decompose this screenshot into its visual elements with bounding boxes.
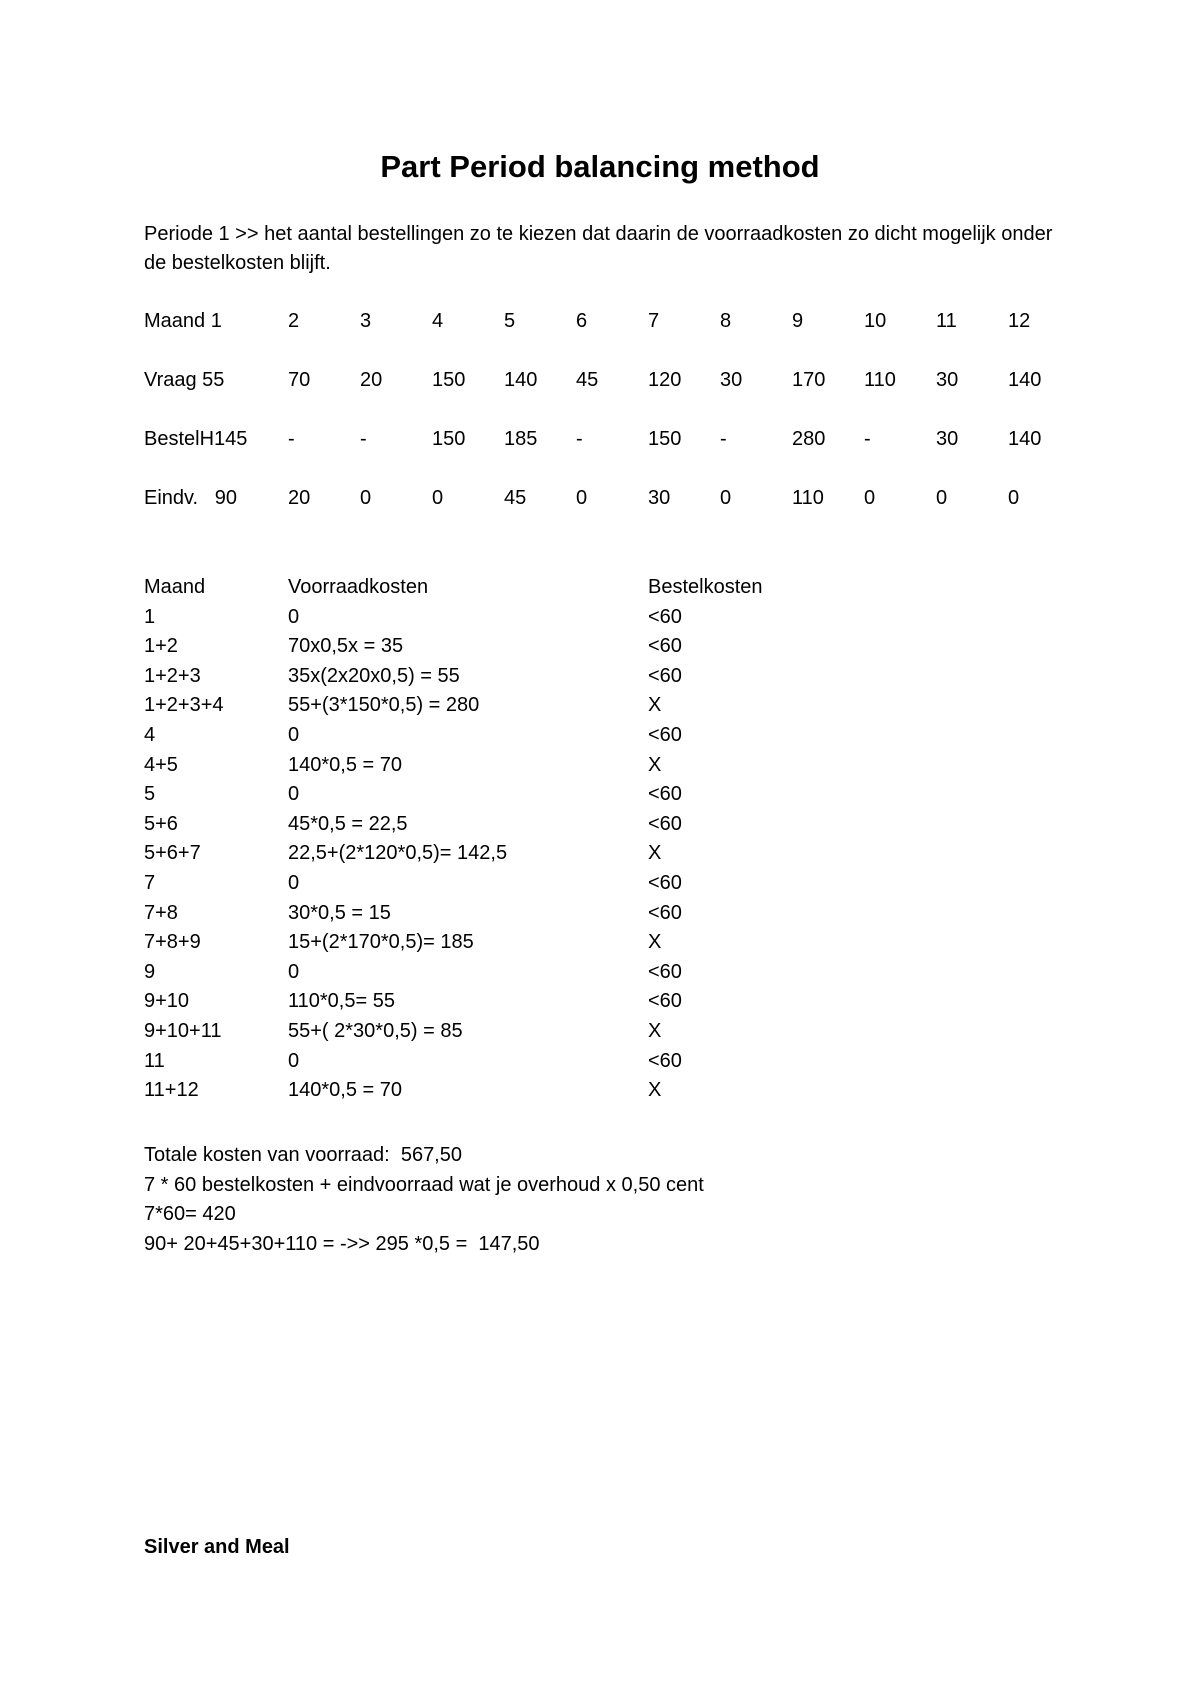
table-row (0, 810, 1200, 840)
table-cell: 11+12 (144, 1079, 199, 1102)
grid-cell: 30 (648, 487, 671, 509)
table-cell: <60 (648, 783, 682, 806)
grid-cell: 20 (288, 487, 311, 509)
grid-cell: 20 (360, 369, 383, 391)
table-cell: 110*0,5= 55 (288, 990, 395, 1013)
table-cell: 1+2+3+4 (144, 694, 224, 717)
table-row (0, 1017, 1200, 1047)
grid-cell: - (288, 428, 295, 450)
grid-cell: 9 (792, 310, 804, 332)
grid-cell: 30 (936, 428, 959, 450)
table-cell: X (648, 842, 662, 865)
table-cell: 5 (144, 783, 156, 806)
table-row (0, 958, 1200, 988)
table-cell: 55+(3*150*0,5) = 280 (288, 694, 480, 717)
table-cell: X (648, 1019, 662, 1042)
grid-cell: Vraag 55 (144, 369, 225, 391)
table-row (0, 632, 1200, 662)
cost-table-header (0, 573, 1200, 603)
grid-cell: 170 (792, 369, 826, 391)
table-cell: 1+2+3 (144, 664, 201, 687)
table-row (0, 869, 1200, 899)
grid-cell: 70 (288, 369, 311, 391)
grid-cell: 150 (432, 428, 466, 450)
grid-cell: 3 (360, 310, 372, 332)
grid-cell: 5 (504, 310, 516, 332)
table-cell: 1 (144, 605, 156, 628)
table-cell: X (648, 753, 662, 776)
grid-cell: 30 (936, 369, 959, 391)
grid-cell: 10 (864, 310, 887, 332)
table-row (0, 691, 1200, 721)
intro-paragraph: Periode 1 >> het aantal bestellingen zo te kiezen dat daarin de voorraadkosten zo dicht mogelijk onder de bestelkosten blijft. (144, 223, 1053, 274)
table-cell: 7 (144, 871, 156, 894)
table-cell: 0 (288, 723, 300, 746)
table-cell: 70x0,5x = 35 (288, 635, 404, 658)
grid-cell: 30 (720, 369, 743, 391)
grid-cell: Eindv. 90 (144, 487, 238, 509)
grid-cell: 4 (432, 310, 444, 332)
table-cell: 35x(2x20x0,5) = 55 (288, 664, 460, 687)
grid-cell: 185 (504, 428, 538, 450)
table-cell: <60 (648, 960, 682, 983)
table-cell: X (648, 1079, 662, 1102)
totals-block (144, 1141, 704, 1259)
table-cell: <60 (648, 635, 682, 658)
table-cell: 4 (144, 723, 156, 746)
table-cell: <60 (648, 664, 682, 687)
table-cell: 0 (288, 871, 300, 894)
grid-cell: 150 (648, 428, 682, 450)
table-cell: 9+10 (144, 990, 190, 1013)
grid-cell: 2 (288, 310, 300, 332)
table-cell: 45*0,5 = 22,5 (288, 812, 408, 835)
grid-cell: 12 (1008, 310, 1031, 332)
table-row (0, 928, 1200, 958)
grid-cell: 140 (1008, 428, 1042, 450)
grid-row-maand (0, 306, 1200, 336)
table-row (0, 1076, 1200, 1106)
table-cell: 4+5 (144, 753, 178, 776)
table-cell: 30*0,5 = 15 (288, 901, 391, 924)
table-row (0, 780, 1200, 810)
table-cell: <60 (648, 990, 682, 1013)
table-cell: 5+6 (144, 812, 178, 835)
grid-row-bestel (0, 424, 1200, 454)
table-cell: 15+(2*170*0,5)= 185 (288, 931, 474, 954)
table-cell: X (648, 931, 662, 954)
table-cell: 140*0,5 = 70 (288, 1079, 402, 1102)
grid-cell: 0 (360, 487, 372, 509)
grid-cell: 110 (792, 487, 824, 509)
table-row (0, 899, 1200, 929)
grid-cell: Maand 1 (144, 310, 222, 332)
table-cell: 0 (288, 960, 300, 983)
totals-line: 90+ 20+45+30+110 = ->> 295 *0,5 = 147,50 (144, 1232, 540, 1255)
grid-cell: 150 (432, 369, 466, 391)
table-row (0, 839, 1200, 869)
grid-cell: 6 (576, 310, 588, 332)
totals-line: 7 * 60 bestelkosten + eindvoorraad wat je overhoud x 0,50 cent (144, 1173, 704, 1196)
grid-cell: 7 (648, 310, 660, 332)
table-cell: 9+10+11 (144, 1019, 222, 1042)
grid-cell: 0 (1008, 487, 1020, 509)
table-cell: <60 (648, 901, 682, 924)
totals-line: 7*60= 420 (144, 1203, 236, 1226)
section-heading-silver-and-meal: Silver and Meal (144, 1536, 290, 1558)
grid-cell: - (720, 428, 727, 450)
table-row (0, 1047, 1200, 1077)
page-title: Part Period balancing method (380, 149, 820, 184)
grid-cell: 140 (1008, 369, 1042, 391)
grid-cell: 120 (648, 369, 682, 391)
table-cell: <60 (648, 1049, 682, 1072)
grid-cell: 0 (864, 487, 876, 509)
table-cell: 140*0,5 = 70 (288, 753, 402, 776)
grid-cell: 110 (864, 369, 896, 391)
table-cell: X (648, 694, 662, 717)
column-header: Bestelkosten (648, 576, 763, 598)
grid-cell: 0 (576, 487, 588, 509)
table-row (0, 987, 1200, 1017)
table-cell: 7+8 (144, 901, 178, 924)
table-cell: 0 (288, 605, 300, 628)
table-cell: <60 (648, 605, 682, 628)
table-row (0, 751, 1200, 781)
table-cell: 55+( 2*30*0,5) = 85 (288, 1019, 463, 1042)
grid-cell: 8 (720, 310, 732, 332)
table-cell: <60 (648, 871, 682, 894)
table-cell: <60 (648, 723, 682, 746)
grid-cell: 45 (504, 487, 527, 509)
grid-cell: 0 (720, 487, 732, 509)
grid-cell: - (360, 428, 367, 450)
table-cell: 7+8+9 (144, 931, 201, 954)
grid-cell: 45 (576, 369, 599, 391)
column-header: Maand (144, 576, 206, 598)
table-cell: 9 (144, 960, 156, 983)
totals-line: Totale kosten van voorraad: 567,50 (144, 1144, 462, 1166)
table-cell: 11 (144, 1049, 165, 1072)
grid-cell: 11 (936, 310, 957, 332)
table-row (0, 721, 1200, 751)
grid-cell: 0 (432, 487, 444, 509)
grid-cell: 280 (792, 428, 826, 450)
table-cell: 22,5+(2*120*0,5)= 142,5 (288, 842, 508, 865)
table-cell: 0 (288, 1049, 300, 1072)
grid-cell: 0 (936, 487, 948, 509)
grid-cell: - (576, 428, 583, 450)
table-cell: 0 (288, 783, 300, 806)
grid-cell: - (864, 428, 871, 450)
table-cell: <60 (648, 812, 682, 835)
grid-cell: 140 (504, 369, 538, 391)
table-cell: 1+2 (144, 635, 178, 658)
grid-row-eindvoorraad (0, 483, 1200, 513)
table-row (0, 603, 1200, 633)
grid-cell: BestelH145 (144, 428, 248, 450)
table-cell: 5+6+7 (144, 842, 201, 865)
table-row (0, 662, 1200, 692)
column-header: Voorraadkosten (288, 576, 429, 598)
grid-row-vraag (0, 365, 1200, 395)
cost-table (0, 573, 1200, 1106)
